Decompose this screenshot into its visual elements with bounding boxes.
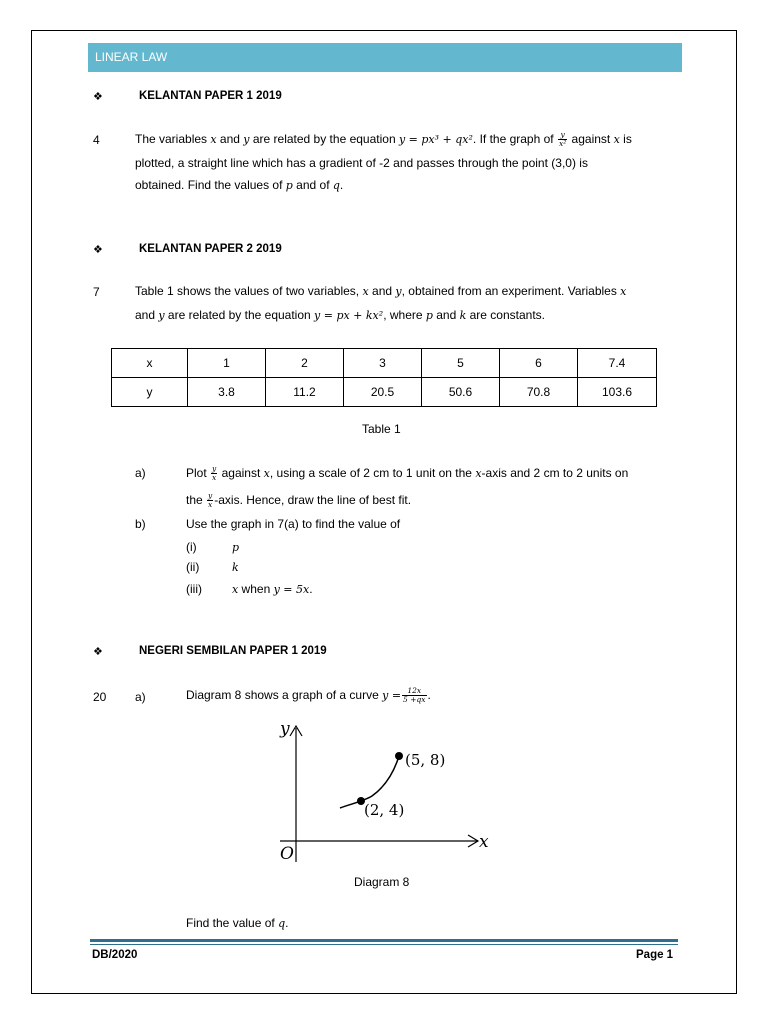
- sub-label: (iii): [186, 582, 202, 596]
- equation: y = px + kx²: [314, 308, 384, 322]
- table-row: [112, 378, 657, 407]
- point-label: (5, 8): [405, 751, 446, 769]
- footer-rule: [90, 944, 678, 945]
- question-number: 7: [93, 285, 100, 299]
- y-axis-label: y: [280, 719, 290, 739]
- table-cell: 103.6: [578, 378, 657, 407]
- diamond-bullet-icon: ❖: [93, 91, 103, 103]
- section-title: KELANTAN PAPER 2 2019: [139, 243, 282, 255]
- question-number: 4: [93, 133, 100, 147]
- table-cell: y: [112, 378, 188, 407]
- find-text: Find the value of q.: [186, 916, 289, 930]
- sub-expr: x when y = 5x.: [232, 582, 313, 596]
- table-cell: 7.4: [578, 349, 657, 378]
- part-a-text: Plot $\frac{y}{x}$ against x, using a scale of 2 cm to 1 unit on the x-axis and 2 cm to 2 units on the $\frac{y}{x}$ -axis. Hence, draw the line of best fit.: [186, 464, 629, 510]
- footer-rule: [90, 939, 678, 942]
- table-row: [112, 349, 657, 378]
- table-caption: Table 1: [362, 422, 401, 436]
- question-text: The variables x and y are related by the equation y = px³ + qx². If the graph of $\frac{y}{\text{x²}}$ against x is plotted, a straight line which has a gradient of -2 and passes through the point (3,0) is obtained. Find the values of p and of q.: [135, 130, 632, 192]
- table-cell: 1: [188, 349, 266, 378]
- table-cell: 70.8: [500, 378, 578, 407]
- data-table: [111, 348, 657, 407]
- part-label: a): [135, 466, 146, 480]
- x-axis-label: x: [479, 832, 489, 852]
- part-label: a): [135, 690, 146, 704]
- diagram-caption: Diagram 8: [354, 875, 410, 889]
- table-cell: x: [112, 349, 188, 378]
- part-a-text: Diagram 8 shows a graph of a curve y = $\frac{12x}{5 +qx}$ .: [186, 686, 431, 705]
- section-title: NEGERI SEMBILAN PAPER 1 2019: [139, 645, 327, 657]
- fraction: $\frac{y}{x}$: [208, 491, 213, 510]
- question-text: Table 1 shows the values of two variables, x and y, obtained from an experiment. Variables x and y are related by the equation y = px + kx², where p and k are constants.: [135, 284, 627, 322]
- question-number: 20: [93, 690, 107, 704]
- page-number: Page 1: [636, 949, 674, 961]
- part-b-text: Use the graph in 7(a) to find the value of: [186, 517, 401, 531]
- table-cell: 3.8: [188, 378, 266, 407]
- curve-diagram: [270, 712, 510, 872]
- fraction: $\frac{y}{\text{x²}}$: [558, 130, 567, 149]
- table-cell: 11.2: [266, 378, 344, 407]
- table-cell: 5: [422, 349, 500, 378]
- table-cell: 3: [344, 349, 422, 378]
- fraction: $\frac{12x}{5 +qx}$: [403, 686, 426, 705]
- table-cell: 6: [500, 349, 578, 378]
- fraction: $\frac{y}{x}$: [212, 464, 217, 483]
- part-label: b): [135, 517, 146, 531]
- table-cell: 2: [266, 349, 344, 378]
- sub-expr: p: [232, 541, 240, 554]
- origin-label: O: [280, 844, 294, 864]
- diamond-bullet-icon: ❖: [93, 244, 103, 256]
- diamond-bullet-icon: ❖: [93, 646, 103, 658]
- sub-label: (ii): [186, 560, 200, 574]
- point-marker: [395, 752, 403, 760]
- equation: y = px³ + qx²: [398, 133, 473, 146]
- table-cell: 50.6: [422, 378, 500, 407]
- section-title: KELANTAN PAPER 1 2019: [139, 90, 282, 102]
- header-banner: LINEAR LAW: [88, 43, 682, 72]
- table-cell: 20.5: [344, 378, 422, 407]
- sub-expr: k: [232, 561, 239, 574]
- point-label: (2, 4): [364, 801, 405, 819]
- sub-label: (i): [186, 540, 197, 554]
- footer-left: DB/2020: [92, 949, 138, 961]
